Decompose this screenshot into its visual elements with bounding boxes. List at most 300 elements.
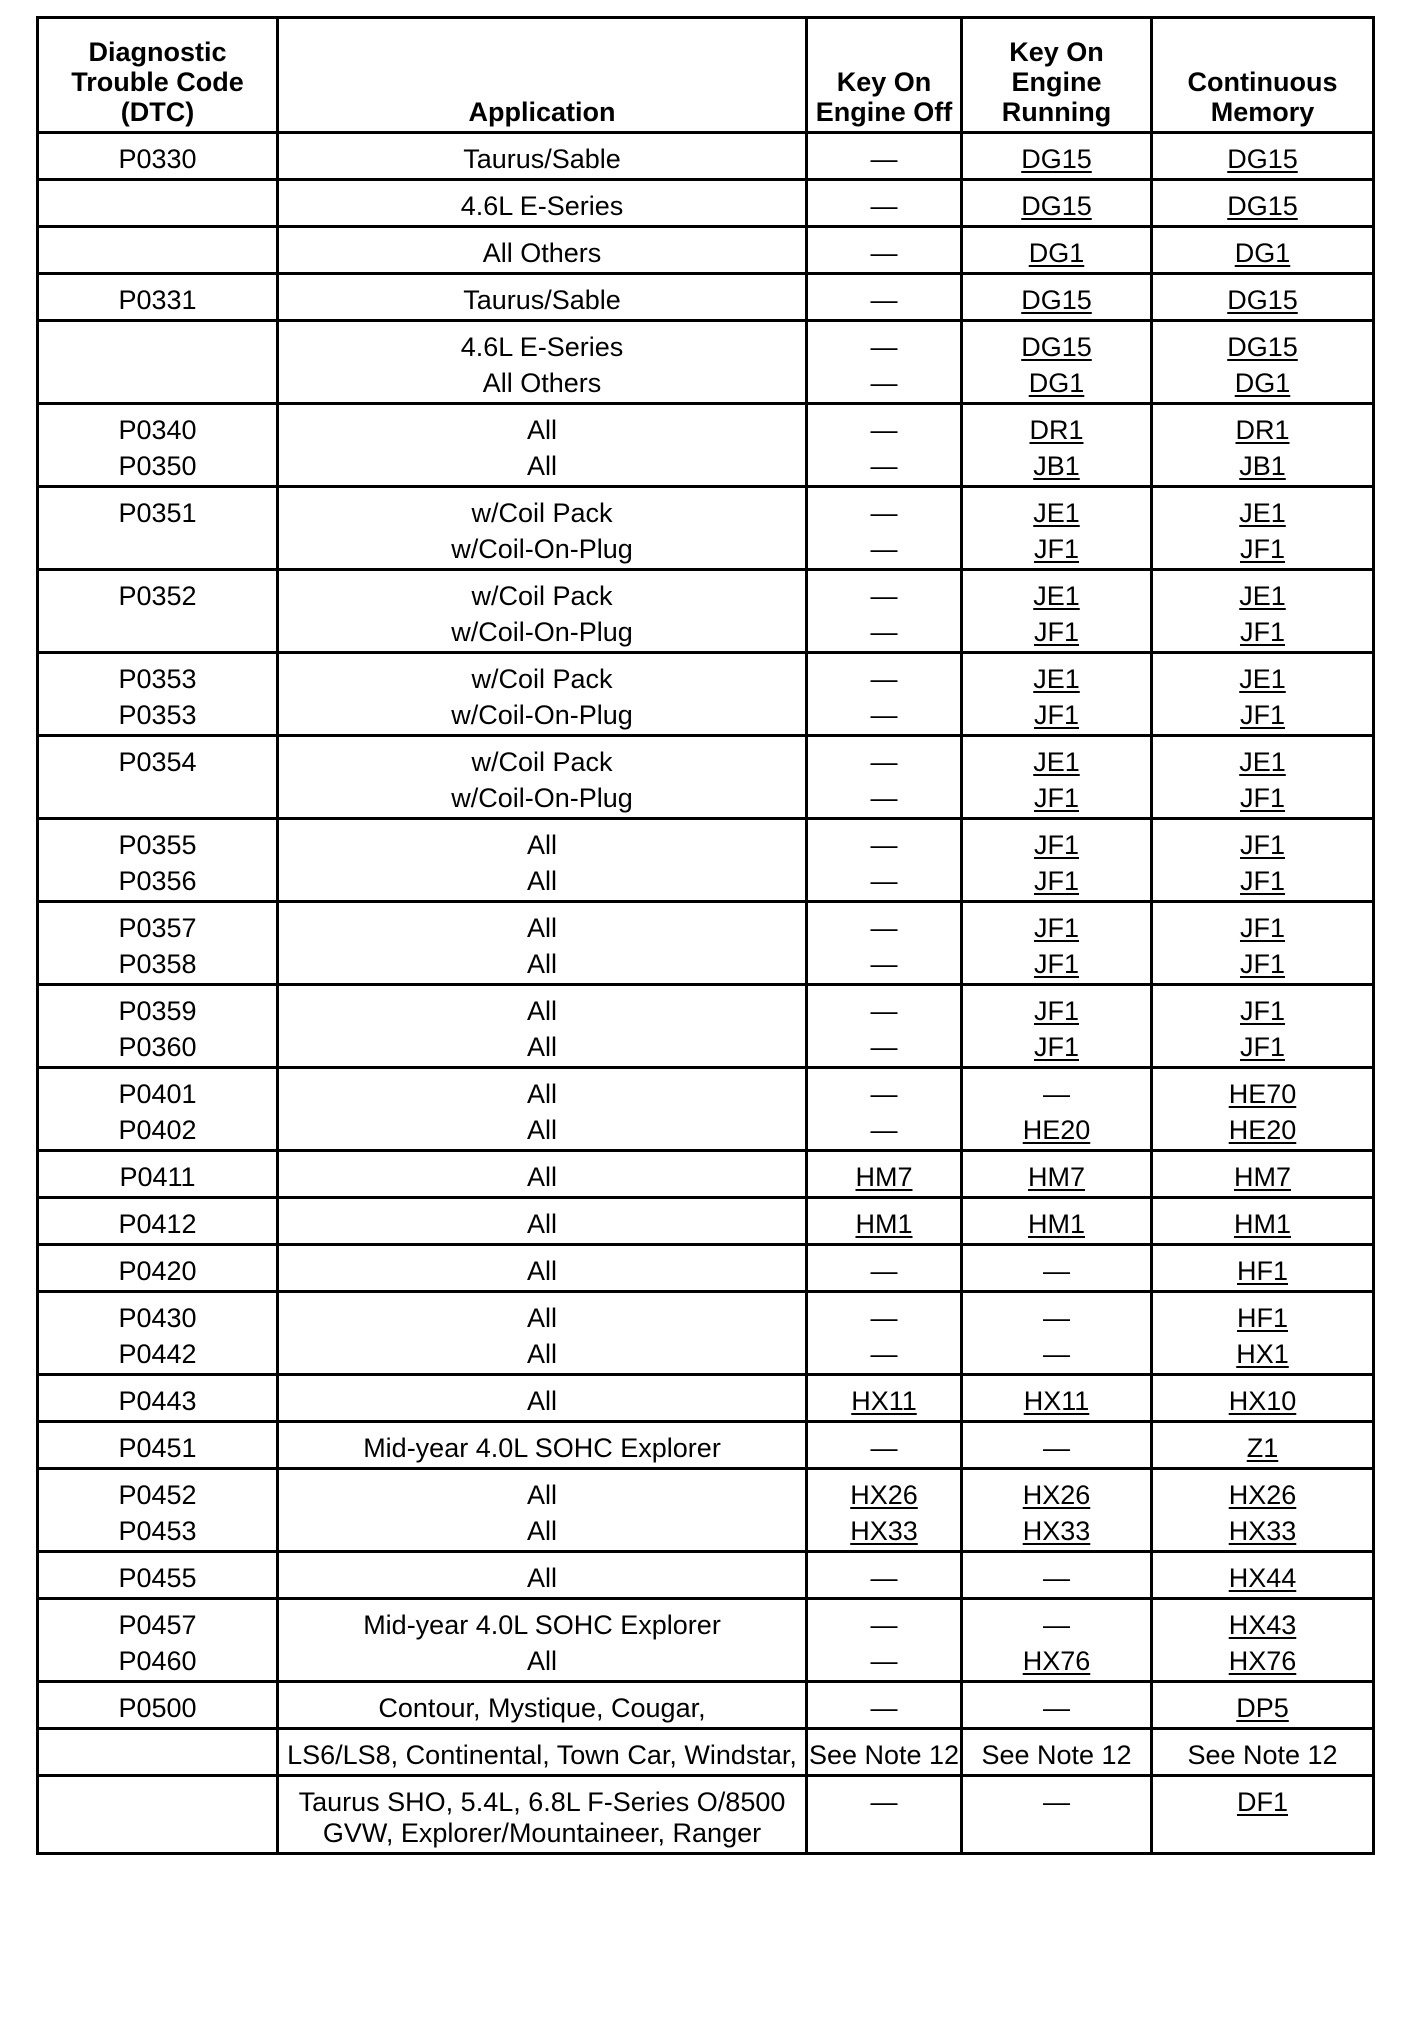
application-cell [278, 1292, 807, 1338]
table-row [38, 487, 1374, 533]
procedure-link[interactable]: JF1 [1033, 534, 1079, 564]
cm-cell [1152, 1469, 1374, 1515]
koeo-cell [807, 1245, 962, 1292]
not-applicable-dash: — [870, 534, 898, 564]
koer-cell [962, 570, 1152, 616]
cm-cell [1152, 321, 1374, 367]
koeo-cell [807, 985, 962, 1031]
application-cell-text: w/Coil Pack [471, 581, 613, 611]
dtc-cell [38, 366, 278, 404]
not-applicable-dash: — [870, 866, 898, 896]
procedure-link[interactable]: JF1 [1033, 913, 1079, 943]
header-key-on-engine-off: Key On Engine Off [807, 18, 962, 133]
procedure-link[interactable]: JF1 [1239, 996, 1285, 1026]
koeo-cell [807, 1469, 962, 1515]
procedure-link[interactable]: DG15 [1021, 191, 1092, 221]
procedure-link[interactable]: JF1 [1033, 1032, 1079, 1062]
procedure-link[interactable]: HX11 [1023, 1386, 1090, 1416]
not-applicable-dash: — [870, 1433, 898, 1463]
application-cell-text: Mid-year 4.0L SOHC Explorer [363, 1433, 721, 1463]
dtc-cell [38, 1644, 278, 1682]
procedure-link[interactable]: JF1 [1239, 866, 1285, 896]
procedure-link[interactable]: DG1 [1234, 238, 1291, 268]
application-cell-text: All [526, 866, 557, 896]
table-row [38, 366, 1374, 404]
procedure-link[interactable]: HX11 [851, 1386, 917, 1416]
application-cell-text: All Others [482, 238, 602, 268]
application-cell-text: All [526, 415, 557, 445]
cm-cell [1152, 180, 1374, 227]
procedure-link[interactable]: JF1 [1033, 783, 1079, 813]
dtc-cell-text: P0330 [118, 144, 197, 174]
procedure-link[interactable]: HX26 [1228, 1480, 1297, 1510]
application-cell-text: w/Coil-On-Plug [451, 534, 633, 564]
cm-cell [1152, 781, 1374, 819]
not-applicable-dash: — [870, 581, 898, 611]
cm-cell [1152, 1776, 1374, 1854]
application-cell-text: All [526, 1115, 557, 1145]
not-applicable-dash: — [870, 747, 898, 777]
koer-cell [962, 1682, 1152, 1729]
koer-cell [962, 133, 1152, 180]
procedure-link[interactable]: JF1 [1239, 534, 1285, 564]
dtc-cell [38, 902, 278, 948]
cm-cell [1152, 404, 1374, 450]
not-applicable-dash: — [1043, 1787, 1070, 1817]
not-applicable-dash: — [1043, 1339, 1070, 1369]
koeo-cell [807, 1682, 962, 1729]
application-cell [278, 1514, 807, 1552]
cm-cell [1152, 274, 1374, 321]
procedure-link[interactable]: DG15 [1021, 332, 1092, 362]
not-applicable-dash: — [870, 285, 898, 315]
cm-cell [1152, 1198, 1374, 1245]
not-applicable-dash: — [1043, 1079, 1070, 1109]
koer-cell [962, 366, 1152, 404]
procedure-link[interactable]: JE1 [1239, 498, 1286, 528]
procedure-link[interactable]: HM7 [1027, 1162, 1085, 1192]
cm-cell [1152, 736, 1374, 782]
not-applicable-dash: — [870, 949, 898, 979]
procedure-link[interactable]: DG15 [1227, 191, 1298, 221]
cm-cell [1152, 532, 1374, 570]
koer-cell [962, 1113, 1152, 1151]
dtc-cell-text: P0420 [118, 1256, 197, 1286]
application-cell-text: Taurus/Sable [463, 285, 621, 315]
application-cell [278, 532, 807, 570]
procedure-link[interactable]: DG15 [1021, 144, 1092, 174]
table-row [38, 404, 1374, 450]
procedure-link[interactable]: HF1 [1236, 1303, 1288, 1333]
table-row [38, 1245, 1374, 1292]
dtc-cell-text: P0357 [118, 913, 197, 943]
koer-cell [962, 1644, 1152, 1682]
table-row [38, 1030, 1374, 1068]
procedure-link[interactable]: JE1 [1239, 747, 1286, 777]
dtc-cell [38, 1337, 278, 1375]
header-row [38, 18, 1374, 133]
dtc-cell-text: P0354 [118, 747, 197, 777]
table-row [38, 1337, 1374, 1375]
not-applicable-dash: — [1043, 1563, 1070, 1593]
dtc-cell [38, 570, 278, 616]
koer-cell [962, 736, 1152, 782]
table-row [38, 1644, 1374, 1682]
application-cell-text: All [526, 1480, 557, 1510]
not-applicable-dash: — [870, 191, 898, 221]
dtc-cell-text: P0430 [118, 1303, 197, 1333]
cm-cell [1152, 864, 1374, 902]
table-row [38, 736, 1374, 782]
procedure-link[interactable]: DG15 [1227, 332, 1298, 362]
dtc-cell [38, 736, 278, 782]
procedure-link[interactable]: JB1 [1033, 451, 1080, 481]
procedure-link[interactable]: JB1 [1239, 451, 1286, 481]
table-row [38, 1198, 1374, 1245]
koeo-cell [807, 819, 962, 865]
procedure-link[interactable]: JE1 [1033, 664, 1080, 694]
application-cell-text: All [526, 830, 557, 860]
application-cell [278, 274, 807, 321]
koeo-cell [807, 133, 962, 180]
application-cell-text: All [526, 1032, 557, 1062]
cm-cell [1152, 366, 1374, 404]
procedure-link[interactable]: HX44 [1228, 1563, 1297, 1593]
procedure-link[interactable]: DG15 [1021, 285, 1092, 315]
procedure-link[interactable]: DG1 [1028, 238, 1085, 268]
koer-cell [962, 1375, 1152, 1422]
table-row [38, 864, 1374, 902]
koeo-cell [807, 1729, 962, 1776]
cm-cell [1152, 487, 1374, 533]
procedure-link[interactable]: JE1 [1033, 581, 1080, 611]
dtc-cell [38, 1151, 278, 1198]
procedure-link[interactable]: JF1 [1239, 949, 1285, 979]
dtc-cell-text: P0355 [118, 830, 197, 860]
dtc-cell-text: P0460 [118, 1646, 197, 1676]
table-row [38, 615, 1374, 653]
application-cell [278, 1552, 807, 1599]
dtc-cell [38, 274, 278, 321]
procedure-link[interactable]: JF1 [1239, 1032, 1285, 1062]
dtc-cell-text: P0351 [118, 498, 197, 528]
procedure-link[interactable]: JF1 [1033, 617, 1079, 647]
cm-cell [1152, 1514, 1374, 1552]
procedure-link[interactable]: HM1 [855, 1209, 913, 1239]
procedure-link[interactable]: HE20 [1022, 1115, 1091, 1145]
table-row [38, 133, 1374, 180]
table-row [38, 1375, 1374, 1422]
procedure-link[interactable]: HX33 [1022, 1516, 1091, 1546]
dtc-cell [38, 947, 278, 985]
procedure-link[interactable]: HF1 [1236, 1256, 1288, 1286]
dtc-cell-text: P0353 [118, 700, 197, 730]
table-row [38, 1552, 1374, 1599]
koer-cell [962, 1776, 1152, 1854]
dtc-cell [38, 1514, 278, 1552]
cm-cell [1152, 1552, 1374, 1599]
application-cell-text: All [526, 1209, 557, 1239]
procedure-link[interactable]: DR1 [1029, 415, 1084, 445]
dtc-cell-text: P0331 [118, 285, 197, 315]
table-row [38, 698, 1374, 736]
application-cell [278, 615, 807, 653]
application-cell-text: w/Coil Pack [471, 498, 613, 528]
procedure-link[interactable]: JF1 [1033, 700, 1079, 730]
not-applicable-dash: — [870, 368, 898, 398]
dtc-cell-text: P0360 [118, 1032, 197, 1062]
procedure-link[interactable]: DG15 [1227, 285, 1298, 315]
koeo-cell [807, 1068, 962, 1114]
dtc-cell-text: P0401 [118, 1079, 197, 1109]
application-cell [278, 1422, 807, 1469]
dtc-cell-text: P0500 [118, 1693, 197, 1723]
koer-cell [962, 404, 1152, 450]
procedure-link[interactable]: HE20 [1228, 1115, 1297, 1145]
procedure-link[interactable]: HX10 [1228, 1386, 1297, 1416]
koeo-cell [807, 321, 962, 367]
not-applicable-dash: — [870, 1303, 898, 1333]
header-key-on-engine-running: Key On Engine Running [962, 18, 1152, 133]
application-cell-text: 4.6L E-Series [460, 191, 624, 221]
table-row [38, 1151, 1374, 1198]
koer-cell [962, 1337, 1152, 1375]
procedure-link[interactable]: JE1 [1033, 747, 1080, 777]
table-row [38, 274, 1374, 321]
not-applicable-dash: — [870, 1115, 898, 1145]
procedure-link[interactable]: DG15 [1227, 144, 1298, 174]
dtc-cell-text: P0412 [118, 1209, 197, 1239]
application-cell [278, 227, 807, 274]
application-cell-text: All Others [482, 368, 602, 398]
cm-cell [1152, 1030, 1374, 1068]
not-applicable-dash: — [870, 996, 898, 1026]
koeo-cell [807, 404, 962, 450]
procedure-link[interactable]: JE1 [1239, 581, 1286, 611]
not-applicable-dash: — [870, 144, 898, 174]
table-row [38, 947, 1374, 985]
koeo-cell [807, 274, 962, 321]
application-cell [278, 1068, 807, 1114]
procedure-link[interactable]: JF1 [1239, 913, 1285, 943]
table-row [38, 1729, 1374, 1776]
table-row [38, 781, 1374, 819]
not-applicable-dash: — [870, 1787, 898, 1817]
table-row [38, 321, 1374, 367]
dtc-cell [38, 819, 278, 865]
procedure-link[interactable]: JF1 [1033, 996, 1079, 1026]
koeo-cell [807, 1113, 962, 1151]
dtc-cell [38, 180, 278, 227]
procedure-link[interactable]: JF1 [1239, 783, 1285, 813]
application-cell [278, 819, 807, 865]
koer-cell [962, 947, 1152, 985]
koer-cell [962, 1198, 1152, 1245]
application-cell-text: w/Coil Pack [471, 664, 613, 694]
not-applicable-dash: — [870, 1646, 898, 1676]
not-applicable-dash: — [870, 1032, 898, 1062]
cm-cell [1152, 819, 1374, 865]
application-cell [278, 1337, 807, 1375]
koer-cell [962, 864, 1152, 902]
dtc-cell [38, 1552, 278, 1599]
procedure-link[interactable]: DF1 [1236, 1787, 1288, 1817]
dtc-cell [38, 532, 278, 570]
koeo-cell [807, 1422, 962, 1469]
procedure-link[interactable]: HX26 [850, 1480, 918, 1510]
application-cell-text: All [526, 1303, 557, 1333]
dtc-cell [38, 1198, 278, 1245]
procedure-link[interactable]: JF1 [1033, 949, 1079, 979]
procedure-link[interactable]: HX76 [1022, 1646, 1091, 1676]
koeo-cell [807, 1292, 962, 1338]
dtc-cell [38, 985, 278, 1031]
dtc-cell-text: P0443 [118, 1386, 197, 1416]
procedure-link[interactable]: DG1 [1028, 368, 1085, 398]
procedure-link[interactable]: HM1 [1233, 1209, 1291, 1239]
application-cell-text: LS6/LS8, Continental, Town Car, Windstar, [287, 1740, 797, 1770]
application-cell [278, 133, 807, 180]
not-applicable-dash: — [870, 700, 898, 730]
dtc-cell-text: P0442 [118, 1339, 197, 1369]
application-cell [278, 1245, 807, 1292]
koer-cell [962, 1292, 1152, 1338]
application-cell [278, 1375, 807, 1422]
not-applicable-dash: — [1043, 1433, 1070, 1463]
not-applicable-dash: — [1043, 1256, 1070, 1286]
dtc-cell [38, 1729, 278, 1776]
koeo-cell [807, 1644, 962, 1682]
koer-cell [962, 1599, 1152, 1645]
application-cell [278, 449, 807, 487]
procedure-link[interactable]: JF1 [1239, 830, 1285, 860]
application-cell [278, 1729, 807, 1776]
cm-cell [1152, 133, 1374, 180]
dtc-cell [38, 1375, 278, 1422]
application-cell-text: w/Coil-On-Plug [451, 617, 633, 647]
koer-cell [962, 1245, 1152, 1292]
dtc-cell [38, 1068, 278, 1114]
header-continuous-memory: Continuous Memory [1152, 18, 1374, 133]
application-cell-text: Taurus SHO, 5.4L, 6.8L F-Series O/8500 GVW, Explorer/Mountaineer, Ranger [298, 1787, 786, 1848]
dtc-cell-text: P0353 [118, 664, 197, 694]
cm-cell [1152, 227, 1374, 274]
koeo-cell [807, 615, 962, 653]
table-row [38, 1068, 1374, 1114]
koer-cell [962, 227, 1152, 274]
koer-cell [962, 1514, 1152, 1552]
cm-cell-text: See Note 12 [1187, 1740, 1338, 1770]
cm-cell [1152, 570, 1374, 616]
koer-cell-text: See Note 12 [981, 1740, 1132, 1770]
application-cell-text: All [526, 1162, 557, 1192]
procedure-link[interactable]: DR1 [1235, 415, 1290, 445]
table-row [38, 1422, 1374, 1469]
koeo-cell [807, 1552, 962, 1599]
cm-cell [1152, 615, 1374, 653]
procedure-link[interactable]: HM1 [1027, 1209, 1085, 1239]
procedure-link[interactable]: HX76 [1228, 1646, 1297, 1676]
not-applicable-dash: — [870, 1563, 898, 1593]
application-cell-text: All [526, 1563, 557, 1593]
procedure-link[interactable]: HX1 [1236, 1339, 1289, 1369]
procedure-link[interactable]: HM7 [1233, 1162, 1291, 1192]
procedure-link[interactable]: HX33 [850, 1516, 918, 1546]
application-cell-text: w/Coil-On-Plug [451, 783, 633, 813]
dtc-table [36, 16, 1375, 1855]
procedure-link[interactable]: HX33 [1228, 1516, 1297, 1546]
procedure-link[interactable]: Z1 [1246, 1433, 1279, 1463]
koeo-cell [807, 227, 962, 274]
cm-cell [1152, 985, 1374, 1031]
table-row [38, 1292, 1374, 1338]
dtc-cell-text: P0350 [118, 451, 197, 481]
table-row [38, 1599, 1374, 1645]
table-row [38, 227, 1374, 274]
table-row [38, 653, 1374, 699]
procedure-link[interactable]: JF1 [1239, 700, 1285, 730]
application-cell-text: All [526, 1516, 557, 1546]
dtc-cell [38, 615, 278, 653]
koer-cell [962, 1729, 1152, 1776]
procedure-link[interactable]: JF1 [1033, 830, 1079, 860]
procedure-link[interactable]: DP5 [1236, 1693, 1289, 1723]
koer-cell [962, 180, 1152, 227]
procedure-link[interactable]: HX26 [1022, 1480, 1091, 1510]
koer-cell [962, 274, 1152, 321]
procedure-link[interactable]: HX43 [1228, 1610, 1297, 1640]
procedure-link[interactable]: JE1 [1239, 664, 1286, 694]
koeo-cell [807, 449, 962, 487]
koeo-cell [807, 1337, 962, 1375]
koeo-cell [807, 947, 962, 985]
application-cell-text: w/Coil-On-Plug [451, 700, 633, 730]
not-applicable-dash: — [870, 664, 898, 694]
procedure-link[interactable]: HE70 [1228, 1079, 1297, 1109]
koeo-cell [807, 736, 962, 782]
not-applicable-dash: — [1043, 1610, 1070, 1640]
table-row [38, 1514, 1374, 1552]
procedure-link[interactable]: JE1 [1033, 498, 1080, 528]
table-row [38, 570, 1374, 616]
cm-cell [1152, 1375, 1374, 1422]
koeo-cell [807, 487, 962, 533]
not-applicable-dash: — [870, 913, 898, 943]
application-cell [278, 781, 807, 819]
table-row [38, 180, 1374, 227]
cm-cell [1152, 698, 1374, 736]
koeo-cell [807, 1198, 962, 1245]
dtc-cell [38, 1469, 278, 1515]
application-cell [278, 1682, 807, 1729]
not-applicable-dash: — [1043, 1693, 1070, 1723]
procedure-link[interactable]: HM7 [855, 1162, 913, 1192]
procedure-link[interactable]: DG1 [1234, 368, 1291, 398]
dtc-cell [38, 487, 278, 533]
table-row [38, 985, 1374, 1031]
application-cell [278, 985, 807, 1031]
procedure-link[interactable]: JF1 [1239, 617, 1285, 647]
application-cell [278, 1030, 807, 1068]
cm-cell [1152, 1337, 1374, 1375]
dtc-cell [38, 1113, 278, 1151]
dtc-cell [38, 653, 278, 699]
dtc-cell-text: P0452 [118, 1480, 197, 1510]
procedure-link[interactable]: JF1 [1033, 866, 1079, 896]
cm-cell [1152, 902, 1374, 948]
cm-cell [1152, 1151, 1374, 1198]
koer-cell [962, 321, 1152, 367]
